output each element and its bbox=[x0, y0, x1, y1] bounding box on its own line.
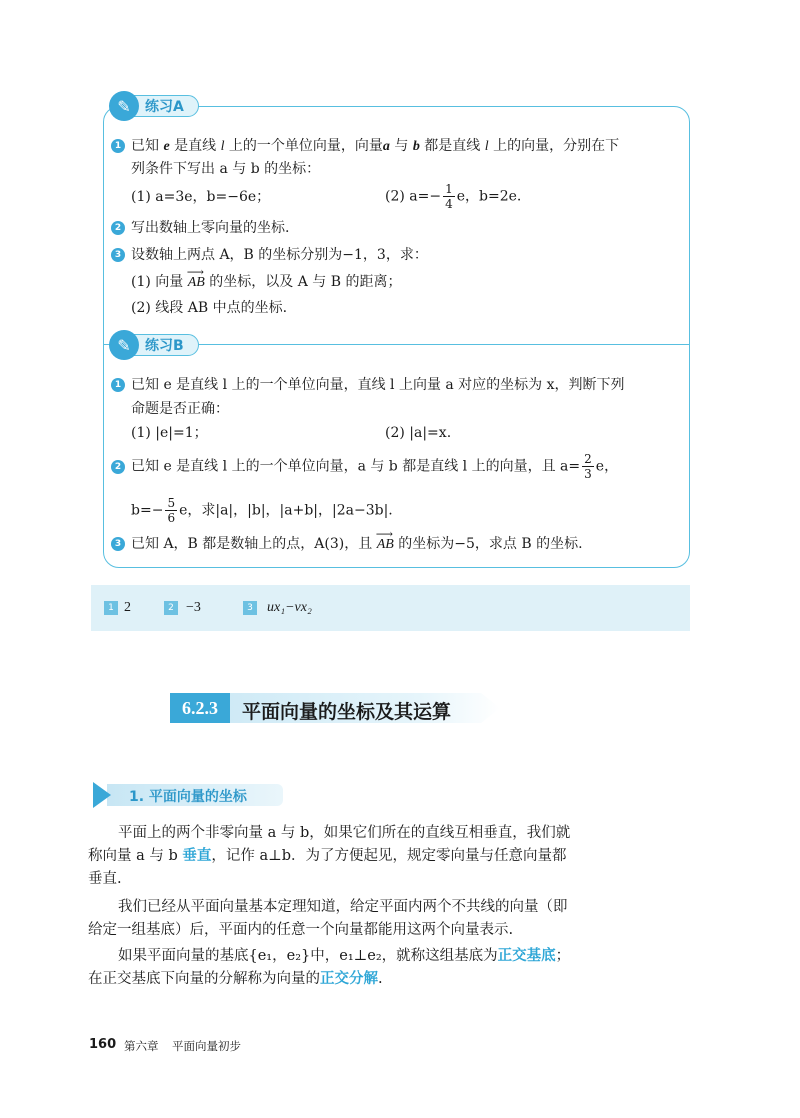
body-line: 称向量 a 与 b 垂直，记作 a⊥b．为了方便起见，规定零向量与任意向量都 bbox=[88, 848, 567, 864]
term-orthogonal-basis: 正交基底 bbox=[497, 948, 556, 964]
pencil-icon: ✎ bbox=[109, 91, 139, 121]
practice-a-q1-case2: (2) a=− $\frac{1}{4}$ e，b=2e. bbox=[385, 182, 522, 211]
practice-b-q2-line2: b=− $\frac{5}{6}$ e，求|a|，|b|，|a+b|，|2a−3b|. bbox=[131, 496, 393, 525]
pencil-icon: ✎ bbox=[109, 330, 139, 360]
question-number: 1 bbox=[111, 139, 125, 153]
practice-a-q1-line1: 已知 e 是直线 l 上的一个单位向量，向量a 与 b 都是直线 l 上的向量，分别在下 bbox=[131, 138, 620, 154]
chapter-title: 平面向量初步 bbox=[172, 1039, 241, 1053]
practice-a-q3-sub1: (1) 向量 ⟶ AB 的坐标，以及 A 与 B 的距离； bbox=[131, 272, 402, 293]
practice-b-title: 练习B bbox=[145, 338, 184, 354]
body-line: 我们已经从平面向量基本定理知道，给定平面内两个不共线的向量（即 bbox=[118, 899, 568, 915]
practice-b-q2-line1: 已知 e 是直线 l 上的一个单位向量，a 与 b 都是直线 l 上的向量，且 a= $\frac{2}{3}$ e， bbox=[131, 452, 619, 481]
practice-a-q3-sub2: (2) 线段 AB 中点的坐标. bbox=[131, 300, 288, 316]
body-line: 在正交基底下向量的分解称为向量的正交分解. bbox=[88, 971, 383, 987]
answer-value: −3 bbox=[186, 600, 201, 615]
practice-b-q1-line1: 已知 e 是直线 l 上的一个单位向量，直线 l 上向量 a 对应的坐标为 x，判断下列 bbox=[131, 377, 625, 393]
body-line: 如果平面向量的基底{e₁，e₂}中，e₁⊥e₂，就称这组基底为正交基底； bbox=[118, 948, 571, 964]
section-title: 平面向量的坐标及其运算 bbox=[242, 701, 452, 723]
practice-a-label bbox=[110, 95, 199, 117]
practice-b-q1-case1: (1) |e|=1； bbox=[131, 425, 208, 441]
page-number: 160 bbox=[89, 1037, 117, 1052]
arrow-icon bbox=[93, 782, 111, 808]
practice-b-q3: 已知 A，B 都是数轴上的点，A(3)，且 ⟶ AB 的坐标为−5，求点 B 的坐标. bbox=[131, 534, 583, 555]
practice-b-q1-line2: 命题是否正确： bbox=[131, 401, 229, 417]
chapter-label: 第六章 bbox=[124, 1039, 159, 1053]
practice-b-q1-case2: (2) |a|=x. bbox=[385, 425, 452, 441]
section-header bbox=[170, 689, 520, 729]
answer-number: 2 bbox=[164, 601, 178, 615]
answer-value: 2 bbox=[124, 600, 131, 615]
question-number: 2 bbox=[111, 460, 125, 474]
body-line: 垂直. bbox=[88, 871, 122, 887]
answers-strip bbox=[91, 585, 690, 631]
subsection-header bbox=[93, 782, 283, 808]
practice-a-title: 练习A bbox=[145, 99, 184, 115]
subsection-title: 1. 平面向量的坐标 bbox=[129, 789, 247, 805]
practice-a-q2: 写出数轴上零向量的坐标. bbox=[131, 220, 290, 236]
practice-a-q1-line2: 列条件下写出 a 与 b 的坐标： bbox=[131, 161, 321, 177]
practice-a-q3: 设数轴上两点 A，B 的坐标分别为−1，3，求： bbox=[131, 247, 428, 263]
question-number: 3 bbox=[111, 248, 125, 262]
section-number: 6.2.3 bbox=[170, 693, 230, 723]
question-number: 2 bbox=[111, 221, 125, 235]
answer-value: ux₁−vx₂ bbox=[267, 600, 312, 615]
question-number: 3 bbox=[111, 537, 125, 551]
practice-a-q1-case1: (1) a=3e，b=−6e； bbox=[131, 189, 271, 205]
answer-number: 1 bbox=[104, 601, 118, 615]
practice-b-label bbox=[110, 334, 199, 356]
term-perpendicular: 垂直 bbox=[182, 848, 212, 864]
term-orthogonal-decomposition: 正交分解 bbox=[320, 971, 378, 987]
body-line: 给定一组基底）后，平面内的任意一个向量都能用这两个向量表示. bbox=[88, 922, 514, 938]
body-line: 平面上的两个非零向量 a 与 b，如果它们所在的直线互相垂直，我们就 bbox=[118, 825, 571, 841]
question-number: 1 bbox=[111, 378, 125, 392]
answer-number: 3 bbox=[243, 601, 257, 615]
